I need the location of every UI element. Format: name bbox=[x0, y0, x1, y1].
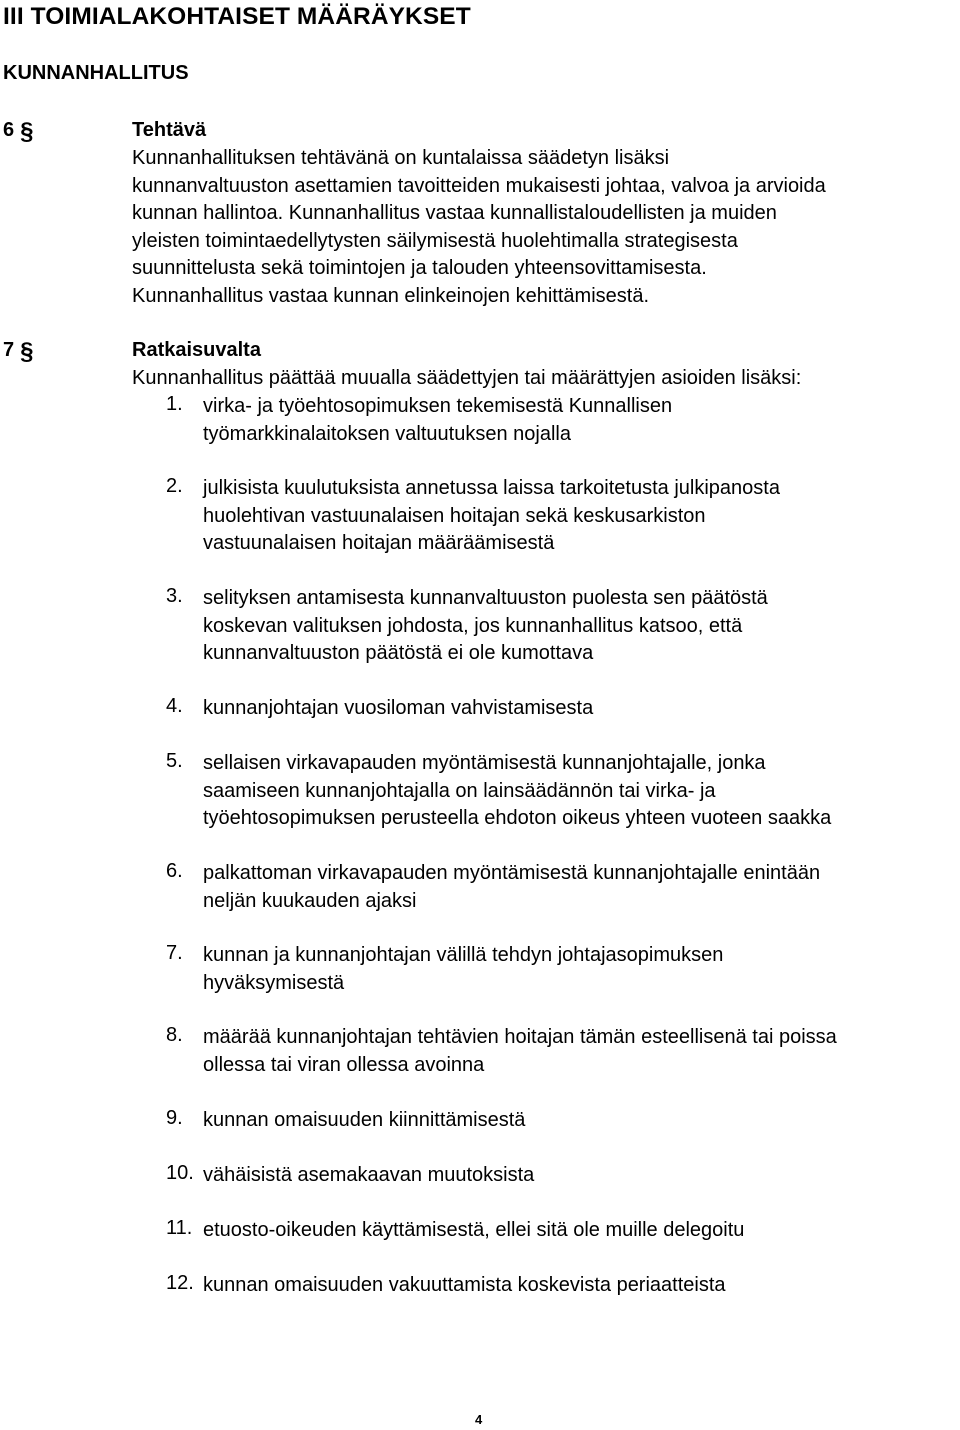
list-item-line: vähäisistä asemakaavan muutoksista bbox=[203, 1164, 535, 1186]
list-item-number: 5. bbox=[166, 750, 183, 772]
list-item-number: 6. bbox=[166, 860, 183, 882]
list-item-line: kunnanvaltuuston päätöstä ei ole kumottava bbox=[203, 642, 594, 664]
list-item-number: 9. bbox=[166, 1107, 183, 1129]
list-item-line: kunnanjohtajan vuosiloman vahvistamisesta bbox=[203, 697, 594, 719]
paragraph-6-line: kunnanvaltuuston asettamien tavoitteiden mukaisesti johtaa, valvoa ja arvioida bbox=[132, 174, 826, 197]
list-item-line: selityksen antamisesta kunnanvaltuuston puolesta sen päätöstä bbox=[203, 587, 768, 609]
list-item-line: etuosto-oikeuden käyttämisestä, ellei sitä ole muille delegoitu bbox=[203, 1219, 745, 1241]
list-item-line: julkisista kuulutuksista annetussa laissa tarkoitetusta julkipanosta bbox=[203, 477, 780, 499]
list-item-line: työmarkkinalaitoksen valtuutuksen nojalla bbox=[203, 422, 571, 445]
list-item-line: hyväksymisestä bbox=[203, 971, 345, 994]
list-item-line: virka- ja työehtosopimuksen tekemisestä Kunnallisen bbox=[203, 395, 673, 417]
list-item-line: palkattoman virkavapauden myöntämisestä kunnanjohtajalle enintään bbox=[203, 862, 821, 884]
list-item-line: kunnan omaisuuden vakuuttamista koskevista periaatteista bbox=[203, 1274, 726, 1296]
list-item-number: 12. bbox=[166, 1272, 194, 1294]
paragraph-6-line: Kunnanhallituksen tehtävänä on kuntalaissa säädetyn lisäksi bbox=[132, 147, 670, 169]
list-item-line: määrää kunnanjohtajan tehtävien hoitajan tämän esteellisenä tai poissa bbox=[203, 1026, 837, 1048]
list-item-line: koskevan valituksen johdosta, jos kunnanhallitus katsoo, että bbox=[203, 614, 743, 637]
paragraph-6-line: kunnan hallintoa. Kunnanhallitus vastaa kunnallistaloudellisten ja muiden bbox=[132, 202, 777, 224]
paragraph-sign: § bbox=[20, 338, 34, 365]
list-item-number: 3. bbox=[166, 585, 183, 607]
list-item-line: vastuunalaisen hoitajan määräämisestä bbox=[203, 532, 555, 554]
list-item-line: kunnan ja kunnanjohtajan välillä tehdyn johtajasopimuksen bbox=[203, 944, 724, 966]
list-item-line: työehtosopimuksen perusteella ehdoton oikeus yhteen vuoteen saakka bbox=[203, 807, 832, 829]
paragraph-7-line: Kunnanhallitus päättää muualla säädettyjen tai määrättyjen asioiden lisäksi: bbox=[132, 367, 802, 389]
paragraph-6-line: suunnittelusta sekä toimintojen ja talouden yhteensovittamisesta. bbox=[132, 257, 707, 279]
page-number: 4 bbox=[475, 1412, 483, 1427]
list-item-line: huolehtivan vastuunalaisen hoitajan sekä keskusarkiston bbox=[203, 504, 706, 527]
paragraph-7-number: 7 § bbox=[3, 338, 34, 365]
list-item-line: saamiseen kunnanjohtajalla on lainsäädännön tai virka- ja bbox=[203, 779, 716, 802]
list-item-number: 7. bbox=[166, 942, 183, 964]
list-item-number: 8. bbox=[166, 1024, 183, 1046]
paragraph-7-heading: Ratkaisuvalta bbox=[132, 339, 261, 361]
list-item-number: 11. bbox=[166, 1217, 193, 1239]
list-item-number: 1. bbox=[166, 393, 183, 415]
paragraph-6-heading: Tehtävä bbox=[132, 119, 207, 141]
list-item-line: neljän kuukauden ajaksi bbox=[203, 889, 417, 912]
section-title: KUNNANHALLITUS bbox=[3, 62, 189, 84]
paragraph-6-number: 6 § bbox=[3, 118, 34, 145]
paragraph-6-line: Kunnanhallitus vastaa kunnan elinkeinojen kehittämisestä. bbox=[132, 284, 650, 307]
list-item-line: kunnan omaisuuden kiinnittämisestä bbox=[203, 1109, 526, 1131]
list-item-number: 4. bbox=[166, 695, 183, 717]
list-item-number: 2. bbox=[166, 475, 183, 497]
document-title: III TOIMIALAKOHTAISET MÄÄRÄYKSET bbox=[3, 3, 471, 30]
paragraph-6-line: yleisten toimintaedellytysten säilymisestä huolehtimalla strategisesta bbox=[132, 229, 738, 252]
list-item-line: ollessa tai viran ollessa avoinna bbox=[203, 1053, 485, 1076]
list-item-line: sellaisen virkavapauden myöntämisestä kunnanjohtajalle, jonka bbox=[203, 752, 766, 774]
paragraph-sign: § bbox=[20, 118, 34, 145]
list-item-number: 10. bbox=[166, 1162, 194, 1184]
